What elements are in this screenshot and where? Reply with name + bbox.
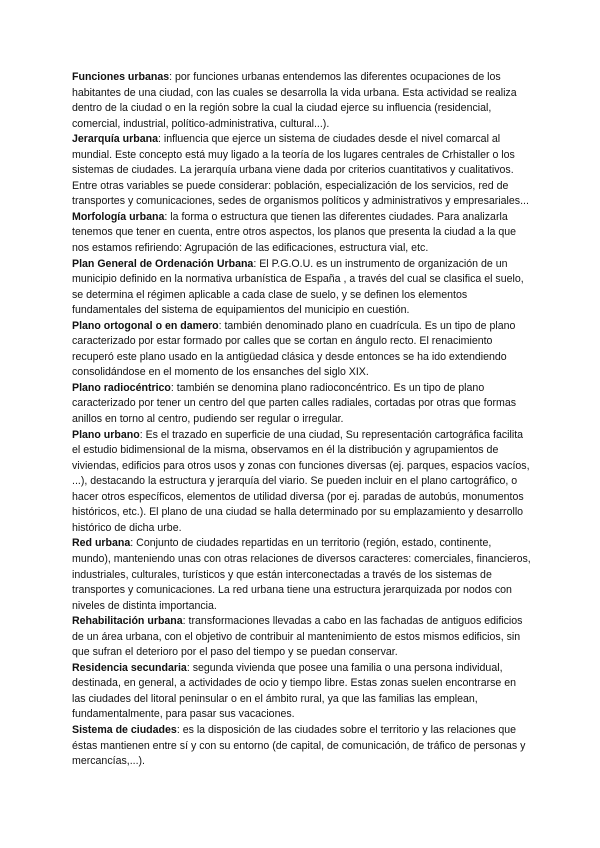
term-sistema-de-ciudades: Sistema de ciudades xyxy=(72,723,177,736)
definition-rehabilitacion-urbana: : transformaciones llevadas a cabo en las fachadas de antiguos edificios de un área urbana, con el objetivo de contribuir al mantenimiento de estos mismos edificios, sin que sufran el deterioro por el paso del tiempo y se puedan conservar. xyxy=(72,615,523,659)
term-plano-ortogonal: Plano ortogonal o en damero xyxy=(72,319,219,332)
entry-rehabilitacion-urbana xyxy=(72,614,532,661)
entry-jerarquia-urbana xyxy=(72,132,532,210)
entry-funciones-urbanas xyxy=(72,70,532,132)
entry-residencia-secundaria xyxy=(72,661,532,723)
definition-funciones-urbanas: : por funciones urbanas entendemos las diferentes ocupaciones de los habitantes de una ciudad, con las cuales se desarrolla la vida urbana. Esta actividad se realiza dentro de la ciudad o en la región sobre la cual la ciudad ejerce su influencia (residencial, comercial, industrial, político-administrativa, cultural...). xyxy=(72,71,517,130)
entry-plan-general xyxy=(72,257,532,319)
definition-residencia-secundaria: : segunda vivienda que posee una familia o una persona individual, destinada, en general, a actividades de ocio y tiempo libre. Estas zonas suelen encontrarse en las ciudades del litoral peninsular o en el ámbito rural, ya que las familias las emplean, fundamentalmente, para pasar sus vacaciones. xyxy=(72,661,517,721)
term-morfologia-urbana: Morfología urbana xyxy=(72,210,165,223)
term-plano-urbano: Plano urbano xyxy=(72,428,140,441)
definition-plano-urbano: : Es el trazado en superficie de una ciudad, Su representación cartográfica facilita el estudio bidimensional de la misma, observamos en él la distribución y agrupamientos de viviendas, edificios para otros usos y zonas con funciones diversas (ej. parques, espacios vacíos, ...), destacando la estructura y jerarquía del viario. Se pueden incluir en el plano cartográfico, o hacer otros específicos, elementos de utilidad diversa (por ej. paradas de autobús, monumentos históricos, etc.). El plano de una ciudad se halla determinado por su emplazamiento y desarrollo histórico de dicha urbe. xyxy=(72,428,530,534)
term-funciones-urbanas: Funciones urbanas xyxy=(72,71,170,83)
definition-plan-general: : El P.G.O.U. es un instrumento de organización de un municipio definido en la normativa urbanística de España , a través del cual se clasifica el suelo, se determina el régimen aplicable a cada clase de suelo, y se definen los elementos fundamentales del sistema de equipamientos del municipio en cuestión. xyxy=(72,257,524,317)
entry-sistema-de-ciudades xyxy=(72,723,532,770)
entry-morfologia-urbana xyxy=(72,210,532,257)
term-plano-radiocentrico: Plano radiocéntrico xyxy=(72,381,171,394)
term-rehabilitacion-urbana: Rehabilitación urbana xyxy=(72,615,183,628)
entry-plano-ortogonal xyxy=(72,319,532,381)
definition-red-urbana: : Conjunto de ciudades repartidas en un territorio (región, estado, continente, mundo), manteniendo unas con otras relaciones de diversos caracteres: comerciales, financieros, industriales, culturales, turísticos y que están interconectadas a través de los sistemas de transportes y comunicaciones. La red urbana tiene una estructura jerarquizada por nodos con niveles de distinta importancia. xyxy=(72,537,531,612)
entry-plano-radiocentrico xyxy=(72,381,532,428)
term-jerarquia-urbana: Jerarquía urbana xyxy=(72,133,158,146)
document-page xyxy=(72,70,532,770)
term-plan-general: Plan General de Ordenación Urbana xyxy=(72,257,254,270)
definition-morfologia-urbana: : la forma o estructura que tienen las diferentes ciudades. Para analizarla tenemos que tener en cuenta, entre otros aspectos, los planos que presenta la ciudad a la que nos estamos refiriendo: Agrupación de las edificaciones, estructura vial, etc. xyxy=(72,210,517,255)
entry-red-urbana xyxy=(72,536,532,614)
entry-plano-urbano xyxy=(72,428,532,537)
definition-plano-ortogonal: : también denominado plano en cuadrícula. Es un tipo de plano caracterizado por estar formado por calles que se cortan en ángulo recto. El renacimiento recuperó este plano usado en la antigüedad clásica y desde entonces se ha ido extendiendo consolidándose en el momento de los ensanches del siglo XIX. xyxy=(72,319,516,379)
term-red-urbana: Red urbana xyxy=(72,537,131,550)
definition-jerarquia-urbana: : influencia que ejerce un sistema de ciudades desde el nivel comarcal al mundial. Este concepto está muy ligado a la teoría de los lugares centrales de Crhistaller o los sistemas de ciudades. La jerarquía urbana viene dada por criterios cuantitativos y cualitativos. Entre otras variables se puede considerar: población, especialización de los servicios, red de transportes y comunicaciones, sedes de organismos políticos y administrativos y empresariales... xyxy=(72,133,529,208)
definition-plano-radiocentrico: : también se denomina plano radioconcéntrico. Es un tipo de plano caracterizado por tener un centro del que parten calles radiales, cortadas por otras que formas anillos en torno al centro, pudiendo ser regular o irregular. xyxy=(72,381,517,426)
term-residencia-secundaria: Residencia secundaria xyxy=(72,661,187,674)
definition-sistema-de-ciudades: : es la disposición de las ciudades sobre el territorio y las relaciones que éstas mantienen entre sí y con su entorno (de capital, de comunicación, de tráfico de personas y mercancías,...). xyxy=(72,723,526,768)
